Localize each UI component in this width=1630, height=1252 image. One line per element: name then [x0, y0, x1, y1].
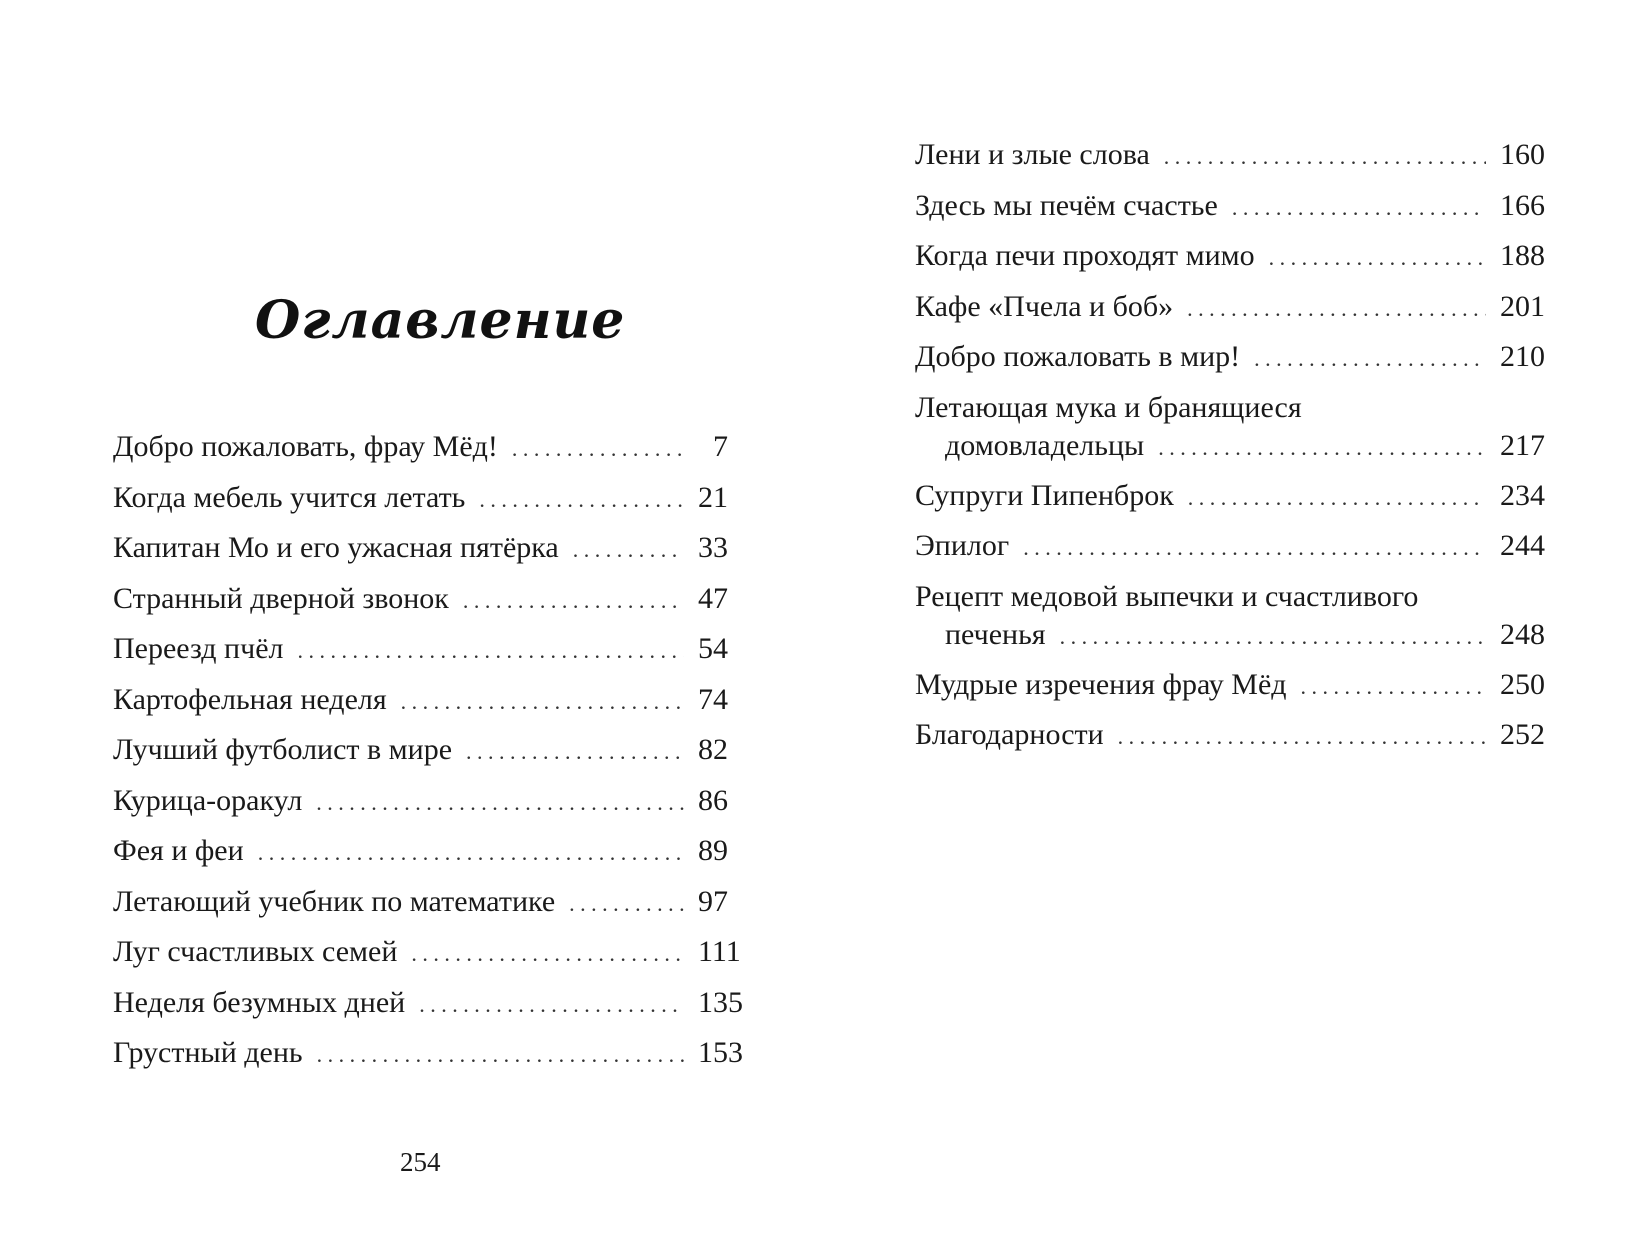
dot-leader: [1232, 189, 1486, 227]
toc-entry-title: Странный дверной звонок: [113, 581, 449, 615]
toc-entry-page: 153: [698, 1036, 743, 1069]
toc-entry-title: Луг счастливых семей: [113, 935, 398, 968]
toc-entry-page: 210: [1500, 340, 1545, 373]
toc-entry-page: 86: [698, 783, 728, 817]
toc-entry-title: Лени и злые слова: [915, 138, 1150, 171]
dot-leader: [1188, 479, 1486, 517]
toc-entry[interactable]: [113, 580, 728, 631]
toc-entry-title: Мудрые изречения фрау Мёд: [915, 667, 1287, 701]
toc-entry[interactable]: [113, 782, 728, 833]
dot-leader: [512, 430, 684, 468]
toc-entry[interactable]: [113, 1034, 743, 1085]
toc-entry[interactable]: [113, 883, 728, 934]
toc-entry-page: 89: [698, 834, 728, 867]
toc-entry-title: Грустный день: [113, 1036, 303, 1069]
toc-entry-title-line2: печенья: [945, 617, 1046, 651]
toc-entry-title: Фея и феи: [113, 834, 244, 867]
toc-entry-title: Курица-оракул: [113, 783, 303, 817]
toc-entry-title: Кафе «Пчела и боб»: [915, 289, 1174, 323]
toc-entry-page: 97: [698, 884, 728, 918]
toc-entry[interactable]: [915, 477, 1545, 528]
toc-entry-title: Капитан Мо и его ужасная пятёрка: [113, 531, 559, 564]
toc-entry[interactable]: [113, 681, 728, 732]
toc-entry-title: Неделя безумных дней: [113, 985, 406, 1019]
toc-entry-page: 248: [1500, 617, 1545, 651]
toc-entry-title: Когда печи проходят мимо: [915, 239, 1255, 272]
toc-entry-page: 188: [1500, 239, 1545, 272]
toc-entry-page: 252: [1500, 718, 1545, 751]
toc-entry[interactable]: [113, 479, 728, 530]
page-number: 254: [400, 1147, 441, 1177]
toc-entry-page: 135: [698, 985, 743, 1019]
dot-leader: [1023, 529, 1486, 567]
toc-entry-title: Добро пожаловать, фрау Мёд!: [113, 430, 498, 463]
toc-entry-title: Благодарности: [915, 718, 1104, 751]
dot-leader: [1158, 429, 1486, 467]
dot-leader: [411, 935, 684, 973]
toc-entry-page: 111: [698, 935, 741, 968]
toc-entry[interactable]: [113, 630, 728, 681]
toc-entry-title-line2: домовладельцы: [945, 428, 1145, 462]
dot-leader: [479, 481, 684, 519]
toc-entry-page: 201: [1500, 289, 1545, 323]
toc-entry-page: 82: [698, 733, 728, 766]
toc-entry-page: 166: [1500, 188, 1545, 222]
toc-entry-page: 250: [1500, 667, 1545, 701]
toc-entry[interactable]: [113, 832, 728, 883]
toc-entry-page: 21: [698, 480, 728, 514]
toc-entry[interactable]: [915, 527, 1545, 578]
dot-leader: [1164, 138, 1486, 176]
dot-leader: [1254, 340, 1486, 378]
toc-entry[interactable]: [915, 666, 1545, 717]
dot-leader: [1269, 239, 1486, 277]
dot-leader: [573, 531, 684, 569]
toc-entry-title: Супруги Пипенброк: [915, 478, 1174, 512]
toc-entry[interactable]: [915, 716, 1545, 767]
dot-leader: [463, 582, 684, 620]
toc-entry-title: Летающий учебник по математике: [113, 884, 556, 918]
toc-entry-title: Добро пожаловать в мир!: [915, 340, 1241, 373]
toc-heading: Оглавление: [255, 290, 626, 351]
toc-list-left: [113, 428, 743, 1085]
dot-leader: [419, 986, 684, 1024]
toc-entry-title: Здесь мы печём счастье: [915, 188, 1218, 222]
dot-leader: [1060, 618, 1486, 656]
toc-entry-page: 74: [698, 682, 728, 716]
toc-entry-title-line1: Рецепт медовой выпечки и счастливого: [915, 579, 1419, 613]
dot-leader: [316, 784, 684, 822]
toc-entry[interactable]: [915, 578, 1545, 666]
toc-entry-title: Эпилог: [915, 529, 1010, 562]
toc-list-right: [915, 136, 1545, 767]
toc-entry[interactable]: [915, 389, 1545, 477]
toc-entry[interactable]: [113, 428, 728, 479]
dot-leader: [258, 834, 684, 872]
toc-entry[interactable]: [915, 136, 1545, 187]
toc-entry[interactable]: [113, 731, 728, 782]
toc-entry-page: 7: [713, 430, 728, 463]
toc-entry-page: 234: [1500, 478, 1545, 512]
dot-leader: [297, 632, 684, 670]
toc-entry[interactable]: [113, 529, 728, 580]
dot-leader: [1187, 290, 1486, 328]
right-page: [815, 0, 1630, 1252]
dot-leader: [1118, 718, 1486, 756]
dot-leader: [317, 1036, 684, 1074]
toc-entry-page: 217: [1500, 428, 1545, 462]
toc-entry[interactable]: [915, 288, 1545, 339]
toc-entry[interactable]: [915, 187, 1545, 238]
toc-entry[interactable]: [113, 933, 741, 984]
toc-entry-title: Когда мебель учится летать: [113, 480, 466, 514]
toc-entry-title: Картофельная неделя: [113, 682, 387, 716]
toc-entry[interactable]: [915, 338, 1545, 389]
toc-entry-title-line1: Летающая мука и бранящиеся: [915, 390, 1302, 424]
dot-leader: [1301, 668, 1486, 706]
dot-leader: [569, 885, 684, 923]
dot-leader: [401, 683, 684, 721]
toc-entry[interactable]: [113, 984, 743, 1035]
toc-entry-title: Лучший футболист в мире: [113, 733, 453, 766]
toc-entry-page: 33: [698, 531, 728, 564]
toc-entry-page: 47: [698, 581, 728, 615]
toc-entry-title: Переезд пчёл: [113, 632, 284, 665]
toc-entry[interactable]: [915, 237, 1545, 288]
toc-entry-page: 54: [698, 632, 728, 665]
toc-entry-page: 160: [1500, 138, 1545, 171]
dot-leader: [466, 733, 684, 771]
toc-entry-page: 244: [1500, 529, 1545, 562]
